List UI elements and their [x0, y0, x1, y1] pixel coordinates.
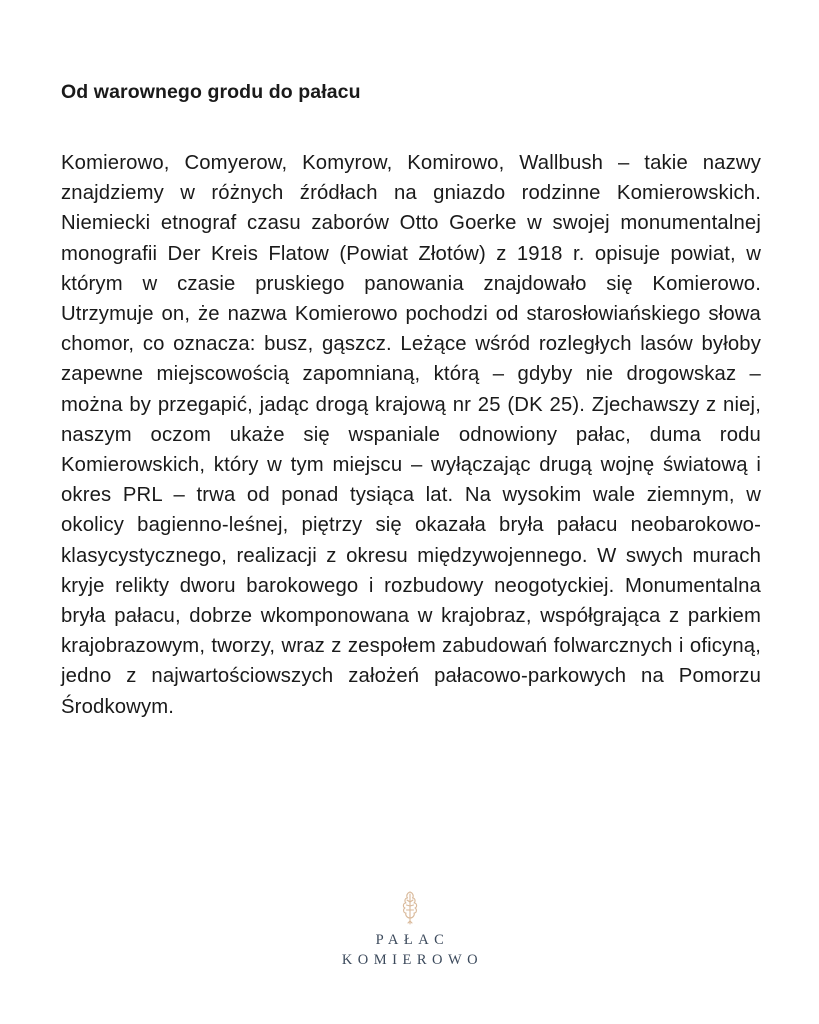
- logo-text-line2: KOMIEROWO: [341, 952, 484, 968]
- document-body: Komierowo, Comyerow, Komyrow, Komirowo, Wallbush – takie nazwy znajdziemy w różnych źródłach na gniazdo rodzinne Komierowskich. Niemiecki etnograf czasu zaborów Otto Goerke w swojej monumentalnej monografii Der Kreis Flatow (Powiat Złotów) z 1918 r. opisuje powiat, w którym w czasie pruskiego panowania znajdowało się Komierowo. Utrzymuje on, że nazwa Komierowo pochodzi od starosłowiańskiego słowa chomor, co oznacza: busz, gąszcz. Leżące wśród rozległych lasów byłoby zapewne miejscowością zapomnianą, którą – gdyby nie drogowskaz – można by przegapić, jadąc drogą krajową nr 25 (DK 25). Zjechawszy z niej, naszym oczom ukaże się wspaniale odnowiony pałac, duma rodu Komierowskich, który w tym miejscu – wyłączając drugą wojnę światową i okres PRL – trwa od ponad tysiąca lat. Na wysokim wale ziemnym, w okolicy bagienno-leśnej, piętrzy się okazała bryła pałacu neobarokowo-klasycystycznego, realizacji z okresu międzywojennego. W swych murach kryje relikty dworu barokowego i rozbudowy neogotyckiej. Monumentalna bryła pałacu, dobrze wkomponowana w krajobraz, współgrająca z parkiem krajobrazowym, tworzy, wraz z zespołem zabudowań folwarcznych i oficyną, jedno z najwartościowszych założeń pałacowo-parkowych na Pomorzu Środkowym.: [61, 152, 761, 718]
- logo-text-line1: PAŁAC: [375, 932, 450, 948]
- document-title: Od warownego grodu do pałacu: [61, 81, 361, 103]
- brand-logo: [0, 888, 819, 970]
- document-page: [61, 80, 761, 722]
- oak-leaf-icon: [398, 888, 422, 926]
